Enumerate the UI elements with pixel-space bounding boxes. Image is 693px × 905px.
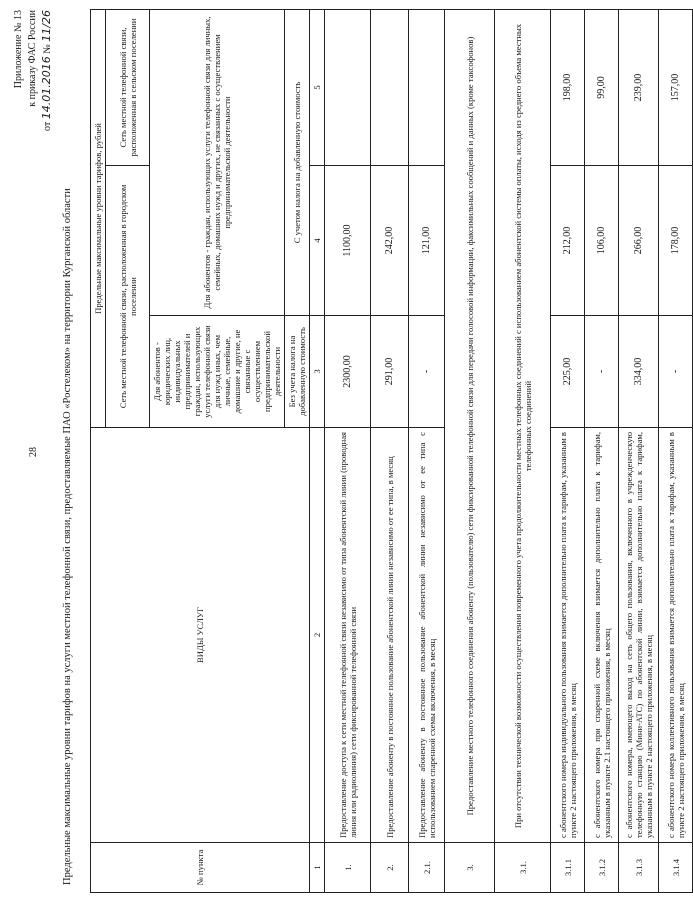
tariff-table: [90, 9, 693, 893]
column-index: 2: [310, 428, 325, 843]
tariff-value: 157,00: [659, 10, 693, 166]
service-description: с абонентского номера при спаренной схеме включения взимается дополнительно плата к тарифам, указанным в пункте 2.1 настоящего приложения, в месяц: [585, 428, 619, 843]
column-index: 3: [310, 316, 325, 428]
item-number: 3.1.1: [551, 843, 585, 893]
table-row: [619, 10, 659, 893]
table-row: [445, 10, 495, 893]
annex-date-line: [40, 10, 55, 185]
table-row: [371, 10, 409, 893]
tariff-value: -: [659, 316, 693, 428]
annex-order-ref: к приказу ФАС России: [27, 10, 38, 107]
table-row: [325, 10, 371, 893]
number-prefix: №: [42, 44, 53, 54]
tariff-value: [371, 10, 409, 166]
item-number: 3.1.2: [585, 843, 619, 893]
handwritten-date: 14.01.2016: [40, 56, 53, 120]
date-prefix: от: [42, 121, 53, 131]
table-row: [409, 10, 445, 893]
tariff-value: 334,00: [619, 316, 659, 428]
section-heading: Предоставление местного телефонного соединения абоненту (пользователю) сети фиксированной телефонной связи для передачи голосовой информации, факсимильных сообщений и данных (кроме таксофонов): [445, 10, 495, 843]
service-description: с абонентского номера, имеющего выход на сеть общего пользования, включенного в учрежденческую телефонную станцию (Мини-АТС) по абонентской линии, взимается дополнительно плата к тарифам, указанным в пункте 2 настоящего приложения, в месяц: [619, 428, 659, 843]
tariff-value: 178,00: [659, 166, 693, 316]
tariff-value: 239,00: [619, 10, 659, 166]
tariff-value: 212,00: [551, 166, 585, 316]
item-number: 1.: [325, 843, 371, 893]
header-tariffs: Предельные максимальные уровни тарифов, рублей: [91, 10, 106, 428]
tariff-value: [325, 10, 371, 166]
tariff-value: 198,00: [551, 10, 585, 166]
tariff-value: 121,00: [409, 166, 445, 316]
tariff-value: 2300,00: [325, 316, 371, 428]
item-number: 3.1.3: [619, 843, 659, 893]
document-title: Предельные максимальные уровни тарифов на услуги местной телефонной связи, предоставляемые ПАО «Ростелеком» на территории Курганской области: [62, 188, 73, 885]
tariff-value: 242,00: [371, 166, 409, 316]
column-index: 5: [310, 10, 325, 166]
header-network-urban: Сеть местной телефонной связи, расположенная в городском поселении: [106, 166, 150, 428]
header-subscribers-legal: Для абонентов - юридических лиц, индивидуальных предпринимателей и граждан, использующих услуги телефонной связи для нужд иных, чем личные, семейные, домашние и другие, не связанные с осуществлением предпринимательской деятельности: [150, 316, 285, 428]
column-index-row: [310, 10, 325, 893]
tariff-value: 99,00: [585, 10, 619, 166]
tariff-value: 266,00: [619, 166, 659, 316]
service-description: Предоставление абоненту в постоянное пользование абонентской линии независимо от ее типа с использованием спаренной схемы включения, в месяц: [409, 428, 445, 843]
table-row: [551, 10, 585, 893]
service-description: с абонентского номера коллективного пользования взимается дополнительно плата к тарифам, указанным в пункте 2 настоящего приложения, в месяц: [659, 428, 693, 843]
tariff-value: 106,00: [585, 166, 619, 316]
table-row: [659, 10, 693, 893]
item-number: 3.1.4: [659, 843, 693, 893]
handwritten-number: 11/26: [40, 10, 53, 42]
tariff-value: [409, 10, 445, 166]
tariff-value: 291,00: [371, 316, 409, 428]
service-description: Предоставление доступа к сети местной телефонной связи независимо от типа абонентской линии (проводная линия или радиолиния) сети фиксированной телефонной связи: [325, 428, 371, 843]
column-index: 1: [310, 843, 325, 893]
page-number: 28: [28, 447, 39, 457]
tariff-value: -: [409, 316, 445, 428]
column-index: 4: [310, 166, 325, 316]
tariff-value: -: [585, 316, 619, 428]
service-description: с абонентского номера индивидуального пользования взимается дополнительно плата к тарифам, указанным в пункте 2 настоящего приложения, в месяц: [551, 428, 585, 843]
section-heading: При отсутствии технической возможности осуществления повременного учета продолжительности местных телефонных соединений с использованием абонентской системы оплаты, исходя из среднего объема местных телефонных соединений: [495, 10, 551, 843]
header-network-rural: Сеть местной телефонной связи, расположенная в сельском поселении: [106, 10, 150, 166]
item-number: 2.: [371, 843, 409, 893]
header-subscribers-citizens: Для абонентов - граждан, использующих услуги телефонной связи для личных, семейных, домашних нужд и других, не связанных с осуществлением предпринимательской деятельности: [150, 10, 285, 316]
item-number: 2.1.: [409, 843, 445, 893]
header-without-vat: Без учета налога на добавленную стоимость: [285, 316, 310, 428]
header-item-number: № пункта: [91, 843, 310, 893]
table-row: [495, 10, 551, 893]
annex-header: [12, 10, 55, 185]
table-row: [585, 10, 619, 893]
header-with-vat: С учетом налога на добавленную стоимость: [285, 10, 310, 316]
tariff-value: 225,00: [551, 316, 585, 428]
header-services: ВИДЫ УСЛУГ: [91, 428, 310, 843]
service-description: Предоставление абоненту в постоянное пользование абонентской линии независимо от ее типа, в месяц: [371, 428, 409, 843]
tariff-value: 1100,00: [325, 166, 371, 316]
item-number: 3.: [445, 843, 495, 893]
item-number: 3.1.: [495, 843, 551, 893]
annex-title: Приложение № 13: [13, 10, 24, 89]
